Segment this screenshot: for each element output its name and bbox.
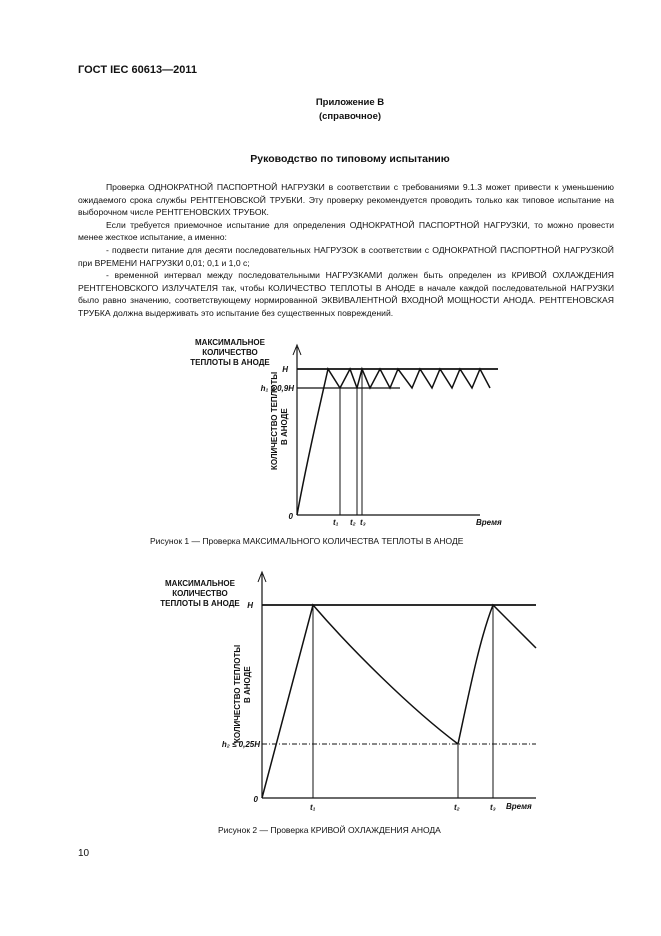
figure-1-y-axis-label: КОЛИЧЕСТВО ТЕПЛОТЫ bbox=[270, 371, 279, 470]
figure-1-origin-label: 0 bbox=[288, 512, 293, 521]
paragraph: Если требуется приемочное испытание для определения ОДНОКРАТНОЙ ПАСПОРТНОЙ НАГРУЗКИ, то можно провести менее жесткое испытание, а именно: bbox=[78, 219, 614, 243]
annex-heading bbox=[0, 96, 661, 124]
page-number: 10 bbox=[78, 848, 90, 859]
figure-1-title-line: КОЛИЧЕСТВО bbox=[202, 348, 258, 357]
figure-2 bbox=[150, 568, 550, 818]
figure-1 bbox=[180, 335, 520, 530]
paragraph: - временной интервал между последовательными НАГРУЗКАМИ должен быть определен из КРИВОЙ ОХЛАЖДЕНИЯ РЕНТГЕНОВСКОГО ИЗЛУЧАТЕЛЯ так, чтобы КОЛИЧЕСТВО ТЕПЛОТЫ В АНОДЕ в начале каждой последовательной НАГРУЗКИ было равно значению, соответствующему нормированной ЭКВИВАЛЕНТНОЙ ВХОДНОЙ МОЩНОСТИ АНОДА. РЕНТГЕНОВСКАЯ ТРУБКА должна выдерживать это испытание без существенных повреждений. bbox=[78, 270, 614, 318]
figure-2-title-line: ТЕПЛОТЫ В АНОДЕ bbox=[160, 599, 240, 608]
figure-2-title-line: МАКСИМАЛЬНОЕ bbox=[165, 579, 235, 588]
figure-2-origin-label: 0 bbox=[253, 795, 258, 804]
annex-label: Приложение В bbox=[315, 97, 385, 108]
body-text bbox=[78, 181, 614, 320]
figure-1-h1-label: h₁ ≥ 0,9H bbox=[260, 384, 294, 393]
figure-2-y-axis-label: КОЛИЧЕСТВО ТЕПЛОТЫ bbox=[233, 644, 242, 743]
figure-1-x-axis-label: Время bbox=[476, 518, 502, 527]
figure-1-tick-label: t₃ bbox=[360, 518, 366, 527]
figure-2-h-label: H bbox=[247, 601, 253, 610]
paragraph: - подвести питание для десяти последовательных НАГРУЗОК в соответствии с ОДНОКРАТНОЙ ПАСПОРТНОЙ НАГРУЗКОЙ при ВРЕМЕНИ НАГРУЗКИ 0,01; 0,1 и 1,0 с; bbox=[78, 244, 614, 268]
figure-2-y-axis-label: В АНОДЕ bbox=[243, 666, 252, 703]
figure-1-caption: Рисунок 1 — Проверка МАКСИМАЛЬНОГО КОЛИЧЕСТВА ТЕПЛОТЫ В АНОДЕ bbox=[150, 536, 464, 546]
figure-2-curve bbox=[262, 605, 536, 798]
figure-2-h2-label: h₂ ≤ 0,25H bbox=[221, 740, 260, 749]
section-title: Руководство по типовому испытанию bbox=[250, 153, 450, 165]
figure-2-title-line: КОЛИЧЕСТВО bbox=[172, 589, 228, 598]
figure-1-tick-label: t₂ bbox=[350, 518, 356, 527]
figure-2-caption: Рисунок 2 — Проверка КРИВОЙ ОХЛАЖДЕНИЯ АНОДА bbox=[218, 825, 441, 835]
figure-2-tick-label: t₃ bbox=[490, 803, 496, 812]
figure-2-x-axis-label: Время bbox=[506, 802, 532, 811]
figure-1-title-line: МАКСИМАЛЬНОЕ bbox=[195, 338, 265, 347]
figure-2-tick-label: t₁ bbox=[310, 803, 316, 812]
document-header: ГОСТ IEC 60613—2011 bbox=[78, 64, 197, 76]
figure-2-tick-label: t₂ bbox=[454, 803, 460, 812]
annex-type: (справочное) bbox=[318, 111, 382, 122]
figure-1-title-line: ТЕПЛОТЫ В АНОДЕ bbox=[190, 358, 270, 367]
figure-1-tick-label: t₁ bbox=[333, 518, 339, 527]
figure-1-y-axis-label: В АНОДЕ bbox=[280, 408, 289, 445]
figure-1-curve bbox=[297, 369, 490, 515]
paragraph: Проверка ОДНОКРАТНОЙ ПАСПОРТНОЙ НАГРУЗКИ в соответствии с требованиями 9.1.3 может привести к уменьшению ожидаемого срока службы РЕНТГЕНОВСКОЙ ТРУБКИ. Эту проверку рекомендуется проводить только как типовое испытание на выборочном числе РЕНТГЕНОВСКИХ ТРУБОК. bbox=[78, 182, 614, 218]
figure-1-h-label: H bbox=[282, 365, 288, 374]
